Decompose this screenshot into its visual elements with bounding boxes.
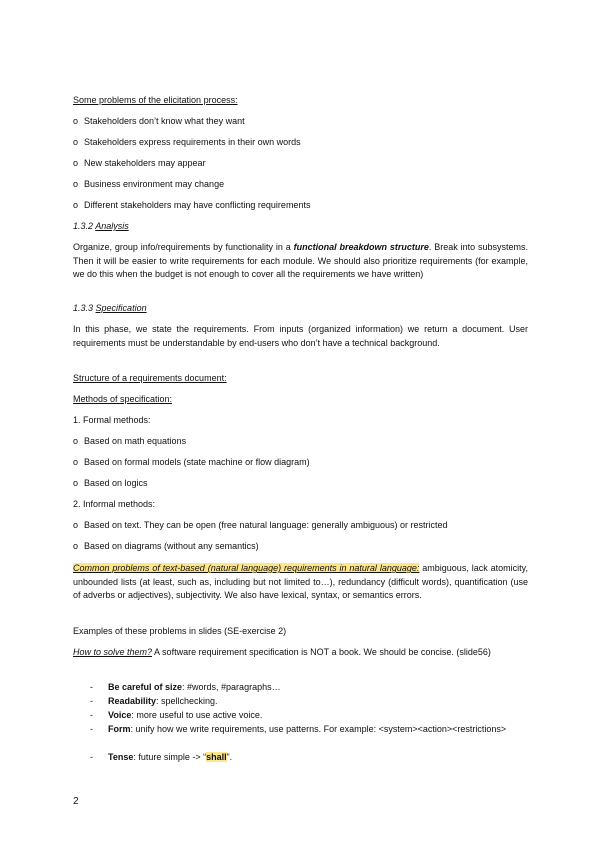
- rule-item: - Be careful of size: #words, #paragraphs…: [90, 682, 281, 692]
- rule-item: - Readability: spellchecking.: [90, 696, 218, 706]
- specification-paragraph: In this phase, we state the requirements. From inputs (organized information) we return a document. User requirements must be understandable by end-users who don’t have a technical background.: [73, 324, 528, 348]
- rule-item: - Voice: more useful to use active voice.: [90, 710, 263, 720]
- list-item: o New stakeholders may appear: [73, 158, 206, 168]
- shall-highlight: shall: [206, 752, 227, 762]
- list-item: o Based on logics: [73, 478, 148, 488]
- list-item: o Stakeholders don’t know what they want: [73, 116, 245, 126]
- how-to-paragraph: How to solve them? A software requirement specification is NOT a book. We should be concise. (slide56): [73, 647, 491, 657]
- common-problems-lead: Common problems of text-based (natural language) requirements in natural language:: [73, 563, 420, 573]
- list-item: o Based on diagrams (without any semantics): [73, 541, 259, 551]
- analysis-heading: 1.3.2 Analysis: [73, 221, 129, 231]
- rule-item: - Form: unify how we write requirements, use patterns. For example: <system><action><restrictions>: [90, 724, 507, 734]
- structure-heading: Structure of a requirements document:: [73, 373, 227, 383]
- examples-line: Examples of these problems in slides (SE-exercise 2): [73, 626, 287, 636]
- informal-methods-heading: 2. Informal methods:: [73, 499, 156, 509]
- list-item: o Stakeholders express requirements in their own words: [73, 137, 301, 147]
- analysis-paragraph: Organize, group info/requirements by functionality in a functional breakdown structure. Break into subsystems. Then it will be easier to write requirements for each module. We should also prioritize requirements (for example, we do this when the budget is not enough to cover all the requirements we have written): [73, 242, 528, 279]
- list-item: o Based on formal models (state machine or flow diagram): [73, 457, 310, 467]
- elicitation-heading: Some problems of the elicitation process:: [73, 95, 238, 105]
- how-to-lead: How to solve them?: [73, 647, 153, 657]
- page-number: 2: [73, 796, 79, 807]
- list-item: o Based on math equations: [73, 436, 187, 446]
- list-item: o Business environment may change: [73, 179, 225, 189]
- list-item: o Based on text. They can be open (free natural language: generally ambiguous) or restricted: [73, 520, 448, 530]
- methods-heading: Methods of specification:: [73, 394, 173, 404]
- specification-heading: 1.3.3 Specification: [73, 303, 147, 313]
- list-item: o Different stakeholders may have conflicting requirements: [73, 200, 311, 210]
- common-problems-paragraph: Common problems of text-based (natural language) requirements in natural language: ambiguous, lack atomicity, unbounded lists (at least, such as, including but not limited to…), redundancy (difficult words), quantification (use of adverbs or adjectives), subjectivity. We also have lexical, syntax, or semantics errors.: [73, 563, 528, 600]
- rule-item: - Tense: future simple -> “shall”.: [90, 752, 233, 762]
- formal-methods-heading: 1. Formal methods:: [73, 415, 151, 425]
